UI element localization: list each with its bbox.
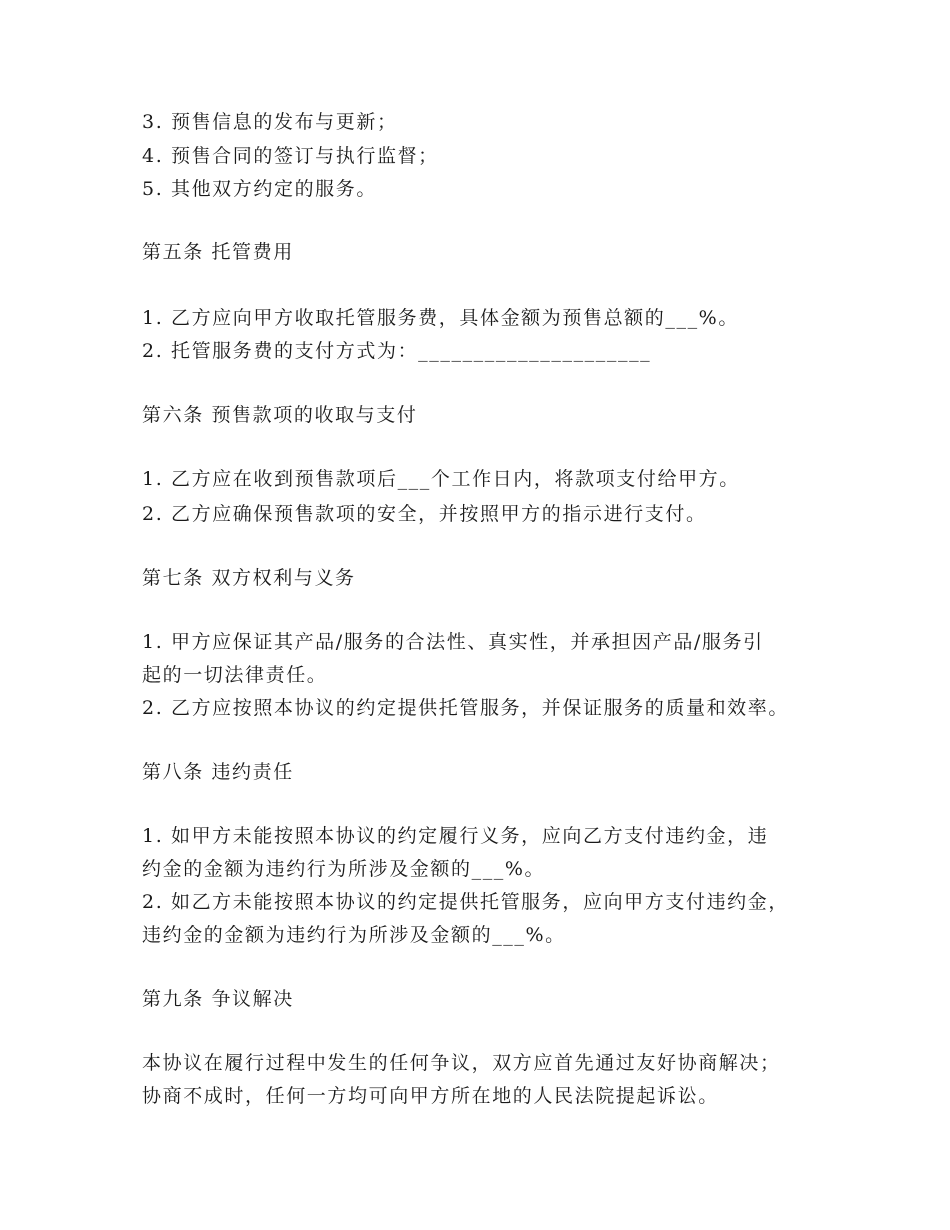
- article-7-heading: 第七条 双方权利与义务: [142, 567, 356, 589]
- article-8-item-2-line-2: 违约金的金额为违约行为所涉及金额的___%。: [142, 924, 566, 946]
- list-item-5: 5. 其他双方约定的服务。: [142, 178, 377, 200]
- article-5-item-1: 1. 乙方应向甲方收取托管服务费，具体金额为预售总额的___%。: [142, 307, 739, 329]
- article-9-heading: 第九条 争议解决: [142, 988, 294, 1010]
- article-8-item-1-line-1: 1. 如甲方未能按照本协议的约定履行义务，应向乙方支付违约金，违: [142, 825, 769, 847]
- list-item-4: 4. 预售合同的签订与执行监督；: [142, 145, 439, 167]
- article-6-item-2: 2. 乙方应确保预售款项的安全，并按照甲方的指示进行支付。: [142, 503, 707, 525]
- article-6-heading: 第六条 预售款项的收取与支付: [142, 404, 418, 426]
- article-7-item-1-line-2: 起的一切法律责任。: [142, 664, 328, 686]
- article-8-item-2-line-1: 2. 如乙方未能按照本协议的约定提供托管服务，应向甲方支付违约金，: [142, 891, 789, 913]
- article-7-item-2: 2. 乙方应按照本协议的约定提供托管服务，并保证服务的质量和效率。: [142, 697, 789, 719]
- list-item-3: 3. 预售信息的发布与更新；: [142, 111, 398, 133]
- article-5-heading: 第五条 托管费用: [142, 241, 294, 263]
- article-5-item-2: 2. 托管服务费的支付方式为：_____________________: [142, 340, 652, 362]
- article-9-paragraph-line-2: 协商不成时，任何一方均可向甲方所在地的人民法院提起诉讼。: [142, 1085, 719, 1107]
- article-9-paragraph-line-1: 本协议在履行过程中发生的任何争议，双方应首先通过友好协商解决；: [142, 1052, 781, 1074]
- article-8-item-1-line-2: 约金的金额为违约行为所涉及金额的___%。: [142, 858, 546, 880]
- article-7-item-1-line-1: 1. 甲方应保证其产品/服务的合法性、真实性，并承担因产品/服务引: [142, 631, 764, 653]
- article-8-heading: 第八条 违约责任: [142, 761, 294, 783]
- article-6-item-1: 1. 乙方应在收到预售款项后___个工作日内，将款项支付给甲方。: [142, 468, 740, 490]
